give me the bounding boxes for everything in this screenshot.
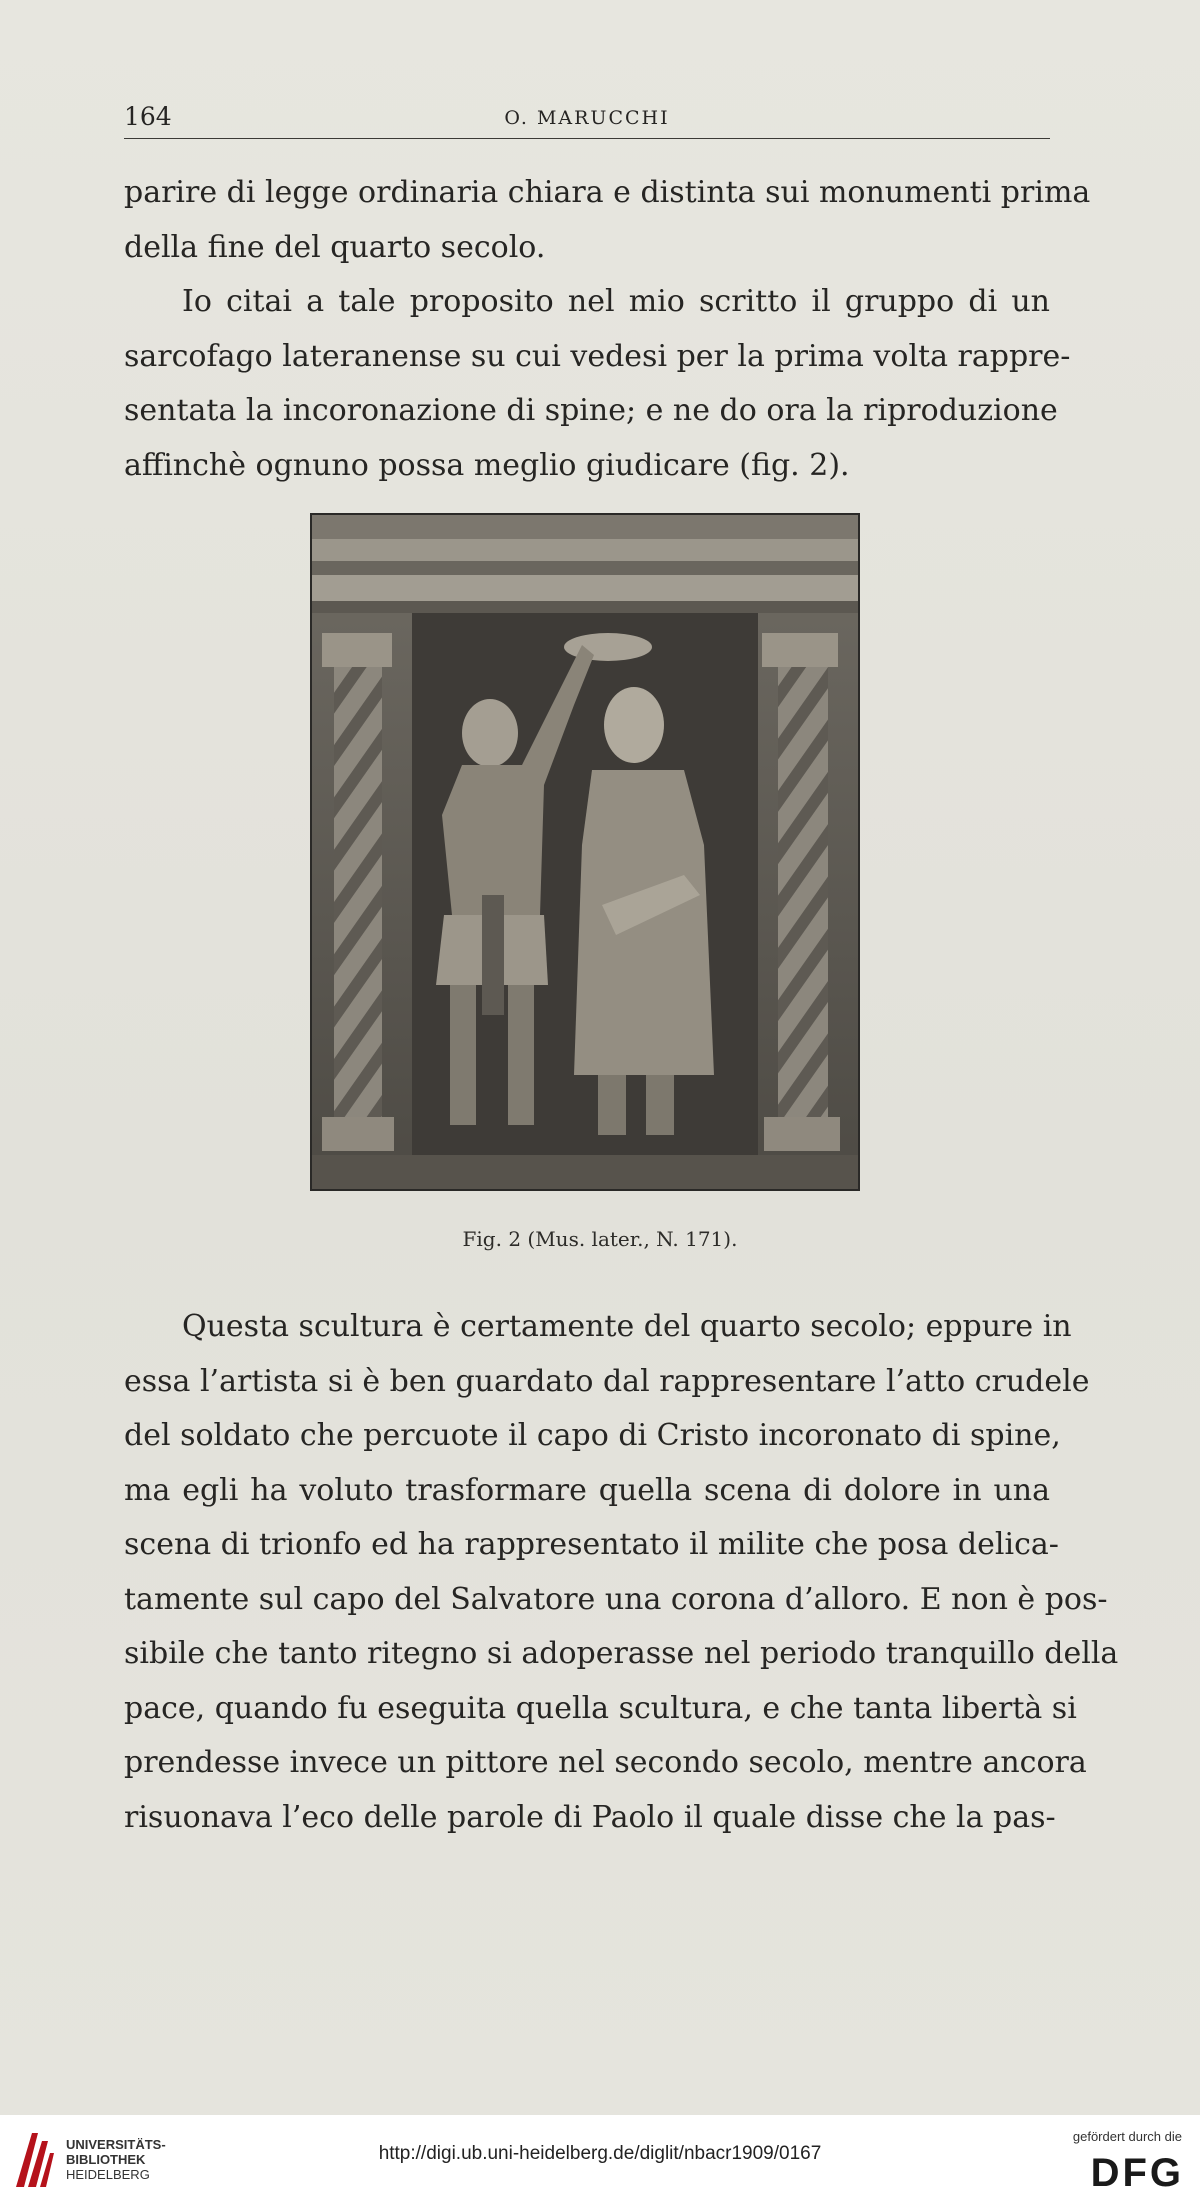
text-line: pace, quando fu eseguita quella scultura, e che tanta libertà si — [124, 1690, 1077, 1726]
text-line: Questa scultura è certamente del quarto secolo; eppure in — [182, 1309, 1072, 1344]
left-column — [334, 667, 382, 1117]
right-capital — [762, 633, 838, 667]
figure-caption: Fig. 2 (Mus. later., N. 171). — [462, 1227, 738, 1251]
text-line: scena di trionfo ed ha rappresentato il milite che posa delica- — [124, 1527, 1059, 1562]
text-line: tamente sul capo del Salvatore una corona d’alloro. E non è pos- — [124, 1581, 1108, 1617]
paragraph-2 — [124, 275, 1071, 493]
page-number: 164 — [124, 102, 172, 131]
text-line: del soldato che percuote il capo di Cristo incoronato di spine, — [124, 1418, 1061, 1453]
digitization-footer — [0, 2115, 1200, 2201]
text-line: affinchè ognuno possa meglio giudicare (fig. 2). — [124, 447, 850, 483]
library-name-line: HEIDELBERG — [66, 2167, 150, 2182]
library-name-line: BIBLIOTHEK — [66, 2152, 146, 2167]
text-line: sarcofago lateranense su cui vedesi per la prima volta rappre- — [124, 338, 1071, 374]
text-line: sentata la incoronazione di spine; e ne do ora la riproduzione — [124, 393, 1058, 428]
text-line: prendesse invece un pittore nel secondo secolo, mentre ancora — [124, 1745, 1087, 1780]
right-column — [778, 667, 828, 1117]
running-head — [124, 102, 1050, 139]
left-capital — [322, 633, 392, 667]
library-name-line: UNIVERSITÄTS- — [66, 2137, 166, 2152]
text-line: ma egli ha voluto trasformare quella scena di dolore in una — [124, 1472, 1050, 1508]
relief-illustration — [312, 515, 858, 1189]
source-url-link[interactable]: http://digi.ub.uni-heidelberg.de/diglit/nbacr1909/0167 — [378, 2143, 822, 2164]
text-line: essa l’artista si è ben guardato dal rappresentare l’atto crudele — [124, 1363, 1090, 1399]
running-title: O. MARUCCHI — [504, 107, 670, 129]
text-line: sibile che tanto ritegno si adoperasse nel periodo tranquillo della — [124, 1636, 1119, 1671]
text-line: Io citai a tale proposito nel mio scritto il gruppo di un — [182, 284, 1050, 319]
text-line: parire di legge ordinaria chiara e distinta sui monumenti prima — [124, 175, 1091, 210]
text-line: risuonava l’eco delle parole di Paolo il quale disse che la pas- — [124, 1799, 1056, 1835]
paragraph-3 — [124, 1300, 1119, 1845]
cornice-top — [312, 515, 858, 539]
sponsor-label: gefördert durch die — [1072, 2129, 1182, 2144]
text-line: della fine del quarto secolo. — [124, 229, 546, 265]
paragraph-1 — [124, 166, 1091, 275]
dfg-logo: DFG — [1090, 2151, 1184, 2195]
sarcophagus-relief-photo — [310, 513, 860, 1191]
